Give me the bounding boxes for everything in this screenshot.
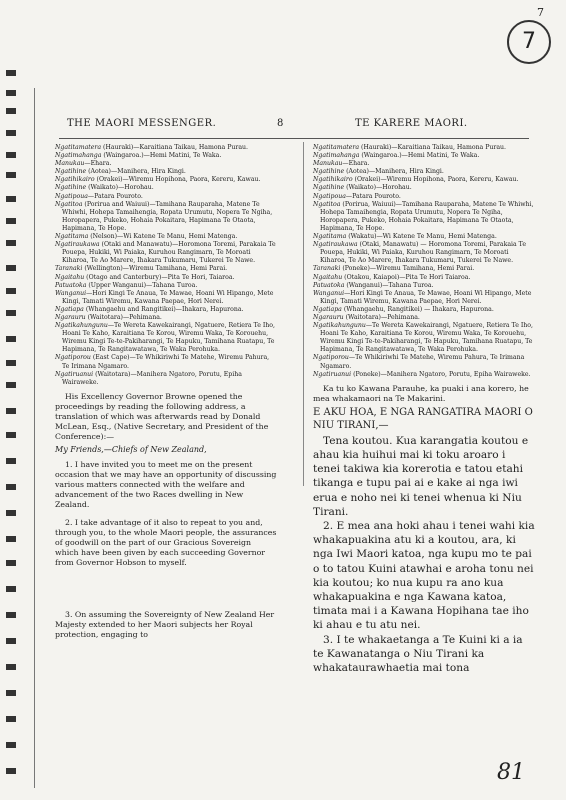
maori-paragraph: 3. I te whakaetanga a Te Kuini ki a ia te Kawanatanga o Niu Tirani ka whakataurawhaetia mai tona [313,633,523,674]
list-item: Ngaitahu (Otago and Canterbury)—Pita Te Hori, Taiaroa. [55,273,235,281]
list-item: Ngatiruanui (Poneke)—Manihera Ngatoro, Porutu, Epiha Wairaweke. [313,370,531,378]
english-paragraph: 3. On assuming the Sovereignty of New Zealand Her Majesty extended to her Maori subjects her Royal protection, engaging to [55,609,275,639]
list-item: Ngatitama (Wakatu)—Wi Katene Te Manu, Hemi Matenga. [313,233,497,241]
list-item: Ngatihikairo (Orakei)—Wiremu Hopihona, Paora, Kereru, Kawau. [313,176,519,184]
list-item: Ngatihine (Waikato)—Horohau. [55,184,154,192]
english-paragraph: 1. I have invited you to meet me on the present occasion that we may have an opportunity of discussing various matters connected with the welfare and advancement of the two Races dwelling in New Zealand. [55,459,277,509]
list-item: Patuatoka (Wanganui)—Tahana Turoa. [313,281,434,289]
list-item: Ngatitamatera (Hauraki)—Karaitiana Taikau, Hamona Purau. [313,144,506,151]
list-item: Ngatikahungunu—Te Wereta Kawekairangi, Ngatuere, Retiera Te Iho, Hoani Te Kaho, Karaitiana Te Korou, Wiremu Waka, Te Korouehu, Wiremu Kingi Te-te-Pakiharangi, Te Hapuku, Tamihana Ruatapu, Te Hapimana, Te Rangitawatawa, Te Waka Perohuka. [55,322,275,354]
english-column [55,144,277,640]
list-item: Ngatimahanga (Waingaroa.)—Hemi Matini, Te Waka. [55,152,222,160]
english-paragraph: 2. I take advantage of it also to repeat to you and, through you, to the whole Maori people, the assurances of goodwill on the part of our Gracious Sovereign which have been given by each succeeding Governor from Governor Hobson to myself. [55,517,277,567]
list-item: Ngatipoua—Patara Pouroto. [313,192,401,200]
list-item: Ngatimahanga (Waingaroa.)—Hemi Matini, Te Waka. [313,152,480,160]
list-item: Patuatoka (Upper Wanganui)—Tahana Turoa. [55,281,198,289]
list-item: Wanganui—Hori Kingi Te Anaua, Te Mawae, Hoani Wi Hipango, Mete Kingi, Tamati Wiremu, Kawana Paepae, Hori Nerei. [55,289,274,305]
list-item: Ngatiapa (Whangaehu and Rangitikei)—Ihakara, Hapurona. [55,305,244,313]
maori-heading: E AKU HOA, E NGA RANGATIRA MAORI O NIU TIRANI,— [313,406,533,431]
header-maori-title: TE KARERE MAORI. [355,118,468,129]
list-item: Ngaitahu (Otakou, Kaiapoi)—Pita Te Hori Taiaroa. [313,273,471,281]
header-page-number: 8 [277,118,284,129]
list-item: Ngatiporou (East Cape)—Te Whikiriwhi Te Matehe, Wiremu Pahura, Te Irimana Ngamaro. [55,354,270,370]
column-divider [303,142,304,486]
english-intro: His Excellency Governor Browne opened the proceedings by reading the following address, a translation of which was afterwards read by Donald McLean, Esq., (Native Secretary, and President of the Conference):— [55,391,269,441]
running-header [35,118,539,134]
list-item: Ngatihine (Aotea)—Manihera, Hira Kingi. [313,168,444,176]
list-item: Ngatitoa (Porirua and Waiuui)—Tamihana Rauparaha, Matene Te Whiwhi, Hohepa Tamaihengia, Ropata Urumutu, Nopera Te Ngiha, Horopapera, Pukeko, Hohaia Pokaitara, Hapimana Te Otaota, Hapimana, Te Hope. [55,200,273,232]
list-item: Ngatiporou—Te Whikiriwhi Te Matehe, Wiremu Pahura, Te Irimana Ngamaro. [313,354,525,370]
maori-column [313,144,535,675]
tick-mark: 7 [537,6,544,19]
list-item: Ngatipoua—Patara Pouroto. [55,192,143,200]
list-item: Ngatitama (Nelson)—Wi Katene Te Manu, Hemi Matenga. [55,233,238,241]
list-item: Wanganui—Hori Kingi Te Anaua, Te Mawae, Hoani Wi Hipango, Mete Kingi, Tamati Wiremu, Kawana Paepae, Hori Nerei. [313,289,532,305]
list-item: Ngatikahungunu—Te Wereta Kawekairangi, Ngatuere, Retiera Te Iho, Hoani Te Kaho, Karaitiana Te Korou, Wiremu Waka, Te Korouehu, Wiremu Kingi Te-te-Pakiharangi, Te Hapuku, Tamihana Ruatapu, Te Hapimana, Te Rangitawatawa, Te Waka Perohuka. [313,322,533,354]
list-item: Ngatiraukawa (Otaki and Manawatu)—Horomona Toremi, Parakaia Te Pouepa, Hukiki, Wi Paiaka, Kuruhou Rangimarn, Te Moroati Kiharoa, Te Ao Marere, Ihakara Tukumaru, Tukerei Te Nawe. [55,241,276,265]
list-item: Manukau—Ehara. [313,160,370,168]
maori-attendee-list [313,144,535,379]
list-item: Ngatiraukawa (Otaki, Manawatu) — Horomona Toremi, Parakaia Te Pouepa, Hukiki, Wi Paiaka, Kuruhou Rangimarn, Te Moroati Kiharoa, Te Ao Marere, Ihakara Tukumaru, Tukerei Te Nawe. [313,241,526,265]
header-english-title: THE MAORI MESSENGER. [67,118,217,129]
list-item: Ngatihikairo (Orakei)—Wiremu Hopihona, Paora, Kereru, Kawau. [55,176,261,184]
list-item: Ngatihine (Aotea)—Manihera, Hira Kingi. [55,168,186,176]
binding-holes [2,60,18,780]
list-item: Ngatitamatera (Hauraki)—Karaitiana Taikau, Hamona Purau. [55,144,248,151]
list-item: Ngatiapa (Whangaehu, Rangitikei) — Ihakara, Hapurona. [313,305,494,313]
maori-paragraph: Tena koutou. Kua karangatia koutou e ahau kia huihui mai ki toku aroaro i tenei takiwa kia korerotia e tatou etahi tikanga e tupu pai ai e kake ai nga iwi erua e noho nei ki tenei whenua ki Niu Tirani. [313,434,529,518]
handwritten-mark: 81 [497,760,525,785]
list-item: Ngatiruanui (Waitotara)—Manihera Ngatoro, Porutu, Epiha Wairaweke. [55,370,242,386]
maori-intro: Ka tu ko Kawana Parauhe, ka puaki i ana korero, he mea whakamaori na Te Makarini. [313,383,529,403]
list-item: Taranaki (Poneke)—Wiremu Tamihana, Hemi Parai. [313,265,475,273]
list-item: Taranaki (Wellington)—Wiremu Tamihana, Hemi Parai. [55,265,228,273]
list-item: Ngarauru (Waitotara)—Pehimana. [313,313,420,321]
list-item: Ngatitoa (Porirua, Waiuui)—Tamihana Rauparaha, Matene Te Whiwhi, Hohepa Tamaihengia, Ropata Urumutu, Nopera Te Ngiha, Horopapera, Pukeko, Hohaia Pokaitara, Hapimana Te Otaota, Hapimana, Te Hope. [313,200,534,232]
page-number-stamp: 7 [507,20,551,64]
english-salutation: My Friends,—Chiefs of New Zealand, [55,444,207,454]
english-attendee-list [55,144,277,387]
list-item: Ngatihine (Waikato)—Horohau. [313,184,412,192]
header-rule [59,138,529,139]
newspaper-page [34,88,539,788]
list-item: Ngarauru (Waitotara)—Pehimana. [55,313,162,321]
list-item: Manukau—Ehara. [55,160,112,168]
maori-paragraph: 2. E mea ana hoki ahau i tenei wahi kia whakapuakina atu ki a koutou, ara, ki nga Iwi Maori katoa, nga kupu mo te pai o to tatou Kuini atawhai e aroha tonu nei kia koutou; ko nua kupu ra ano kua whakapuakina e nga Kawana katoa, timata mai i a Kawana Hopihana tae iho ki ahau e tu atu nei. [313,519,535,632]
